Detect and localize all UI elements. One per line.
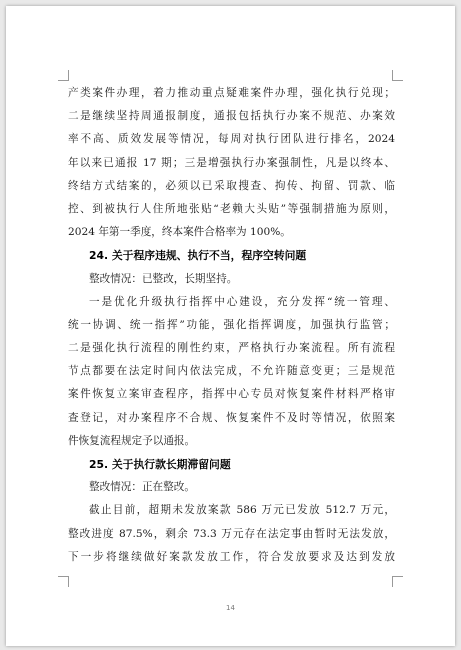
- paragraph-line: 二是继续坚持周通报制度，通报包括执行办案不规范、办案效: [68, 110, 395, 123]
- paragraph-line: 整改情况：已整改，长期坚持。: [89, 272, 238, 285]
- paragraph-line: 产类案件办理，着力推动重点疑难案件办理，强化执行兑现；: [68, 87, 395, 99]
- document-page: [6, 6, 455, 646]
- paragraph-line: 整改情况：正在整改。: [89, 481, 195, 494]
- paragraph-line: 率不高、质效发展等情况，每周对执行团队进行排名，2024: [68, 133, 395, 146]
- paragraph-line: 件恢复流程规定予以通报。: [68, 434, 196, 447]
- section-heading: 24. 关于程序违规、执行不当，程序空转问题: [89, 249, 307, 263]
- paragraph-line: 查登记，对办案程序不合规、恢复案件不及时等情况，依照案: [68, 411, 395, 424]
- paragraph-line: 截止目前，超期未发放案款 586 万元已发放 512.7 万元，: [89, 504, 395, 517]
- document-body: [68, 82, 395, 569]
- paragraph-line: 统一协调、统一指挥”功能，强化指挥调度，加强执行监管；: [68, 318, 395, 331]
- paragraph-line: 控、到被执行人住所地张贴“老赖大头贴”等强制措施为原则，: [68, 202, 395, 215]
- paragraph-line: 年以来已通报 17 期；三是增强执行办案强制性，凡是以终本、: [68, 156, 395, 169]
- crop-mark-top-right: [392, 70, 403, 81]
- crop-mark-bottom-right: [392, 576, 403, 587]
- paragraph-line: 整改进度 87.5%，剩余 73.3 万元存在法定事由暂时无法发放，: [68, 527, 395, 540]
- crop-mark-top-left: [58, 70, 69, 81]
- paragraph-line: 节点都要在法定时间内依法完成，不允许随意变更；三是规范: [68, 365, 395, 378]
- paragraph-line: 二是强化执行流程的刚性约束，严格执行办案流程。所有流程: [68, 342, 395, 355]
- paragraph-line: 案件恢复立案审查程序，指挥中心专员对恢复案件材料严格审: [68, 388, 395, 401]
- paragraph-line: 2024 年第一季度，终本案件合格率为 100%。: [68, 226, 291, 239]
- page-number: 14: [226, 604, 235, 612]
- paragraph-line: 一是优化升级执行指挥中心建设，充分发挥“统一管理、: [89, 295, 395, 308]
- section-heading: 25. 关于执行款长期滞留问题: [89, 458, 231, 471]
- paragraph-line: 终结方式结案的，必须以已采取搜查、拘传、拘留、罚款、临: [68, 179, 395, 192]
- paragraph-line: 下一步将继续做好案款发放工作，符合发放要求及达到发放: [68, 550, 395, 563]
- crop-mark-bottom-left: [58, 576, 69, 587]
